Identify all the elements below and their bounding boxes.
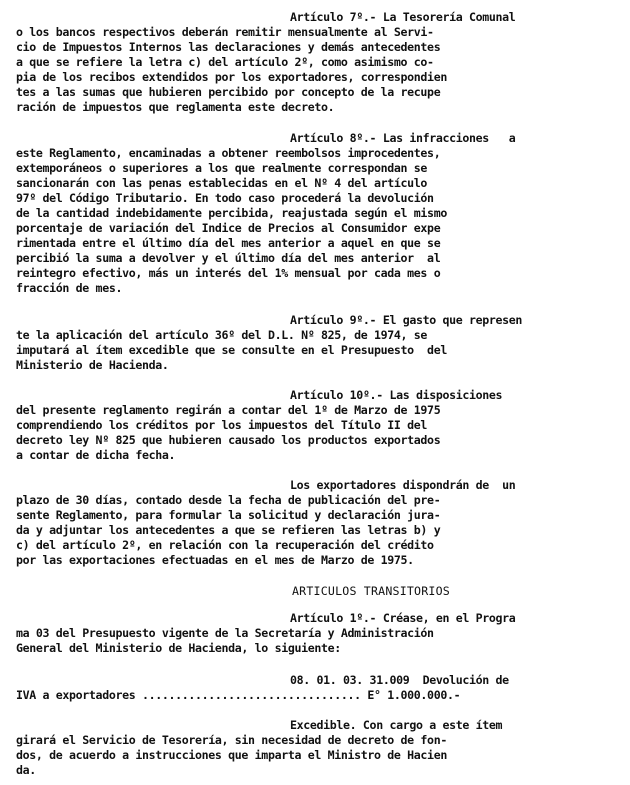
text-line: a contar de dicha fecha. <box>16 448 176 462</box>
text-line: Artículo 9º.- El gasto que represen <box>290 313 523 327</box>
text-line: por las exportaciones efectuadas en el mes de Marzo de 1975. <box>16 553 414 567</box>
text-line: de la cantidad indebidamente percibida, reajustada según el mismo <box>16 206 447 220</box>
section-heading: ARTICULOS TRANSITORIOS <box>292 584 450 598</box>
text-line: cio de Impuestos Internos las declaraciones y demás antecedentes <box>16 40 441 54</box>
text-line: o los bancos respectivos deberán remitir mensualmente al Servi- <box>16 25 434 39</box>
text-line: sancionarán con las penas establecidas en el Nº 4 del artículo <box>16 176 428 190</box>
text-line: sente Reglamento, para formular la solicitud y declaración jura- <box>16 508 441 522</box>
text-line: ración de impuestos que reglamenta este decreto. <box>16 100 335 114</box>
text-line: comprendiendo los créditos por los impuestos del Título II del <box>16 418 428 432</box>
text-line: Artículo 1º.- Créase, en el Progra <box>290 611 516 625</box>
text-line: del presente reglamento regirán a contar del 1º de Marzo de 1975 <box>16 403 441 417</box>
text-line: este Reglamento, encaminadas a obtener reembolsos improcedentes, <box>16 146 441 160</box>
text-line: da y adjuntar los antecedentes a que se refieren las letras b) y <box>16 523 441 537</box>
text-line: reintegro efectivo, más un interés del 1% mensual por cada mes o <box>16 266 441 280</box>
text-line: fracción de mes. <box>16 281 123 295</box>
text-line: a que se refiere la letra c) del artículo 2º, como asimismo co- <box>16 55 434 69</box>
text-line: Ministerio de Hacienda. <box>16 358 169 372</box>
text-line: dos, de acuerdo a instrucciones que imparta el Ministro de Hacien <box>16 748 447 762</box>
text-line: Artículo 10º.- Las disposiciones <box>290 388 503 402</box>
text-line: Artículo 7º.- La Tesorería Comunal <box>290 10 516 24</box>
text-line: General del Ministerio de Hacienda, lo siguiente: <box>16 641 341 655</box>
text-line: extemporáneos o superiores a los que realmente correspondan se <box>16 161 428 175</box>
text-line: 08. 01. 03. 31.009 Devolución de <box>290 673 509 687</box>
text-line: 97º del Código Tributario. En todo caso procederá la devolución <box>16 191 434 205</box>
text-line: porcentaje de variación del Indice de Precios al Consumidor expe <box>16 221 441 235</box>
text-line: Excedible. Con cargo a este ítem <box>290 718 503 732</box>
text-line: c) del artículo 2º, en relación con la recuperación del crédito <box>16 538 434 552</box>
text-line: IVA a exportadores ................................. E° 1.000.000.- <box>16 688 461 702</box>
text-line: te la aplicación del artículo 36º del D.L. Nº 825, de 1974, se <box>16 328 428 342</box>
text-line: plazo de 30 días, contado desde la fecha de publicación del pre- <box>16 493 441 507</box>
text-line: percibió la suma a devolver y el último día del mes anterior al <box>16 251 441 265</box>
text-line: tes a las sumas que hubieren percibido por concepto de la recupe <box>16 85 441 99</box>
text-line: rimentada entre el último día del mes anterior a aquel en que se <box>16 236 441 250</box>
text-line: da. <box>16 763 36 777</box>
text-line: decreto ley Nº 825 que hubieren causado los productos exportados <box>16 433 441 447</box>
text-line: imputará al ítem excedible que se consulte en el Presupuesto del <box>16 343 447 357</box>
text-line: ma 03 del Presupuesto vigente de la Secretaría y Administración <box>16 626 434 640</box>
text-line: Artículo 8º.- Las infracciones a <box>290 131 516 145</box>
text-line: Los exportadores dispondrán de un <box>290 478 516 492</box>
text-line: girará el Servicio de Tesorería, sin necesidad de decreto de fon- <box>16 733 447 747</box>
text-line: pia de los recibos extendidos por los exportadores, correspondien <box>16 70 447 84</box>
